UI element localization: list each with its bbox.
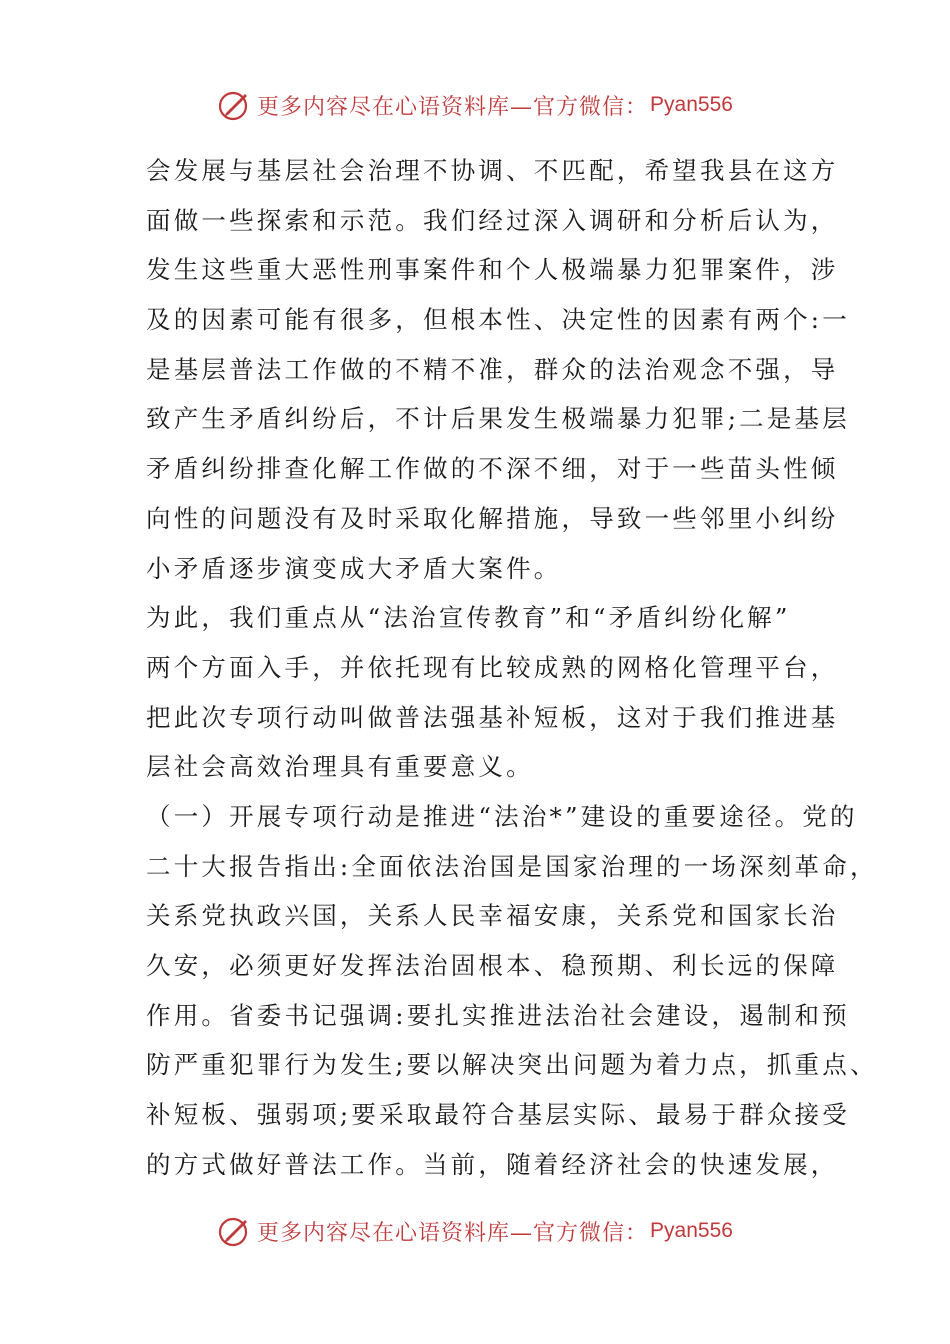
pen-logo-icon bbox=[217, 1213, 253, 1249]
text-line: 两个方面入手，并依托现有比较成熟的网格化管理平台， bbox=[146, 652, 839, 682]
text-line: 小矛盾逐步演变成大矛盾大案件。 bbox=[146, 553, 562, 583]
footer-banner-code: Pyan556 bbox=[650, 1219, 733, 1242]
text-line: 会发展与基层社会治理不协调、不匹配，希望我县在这方 bbox=[146, 156, 839, 185]
header-banner bbox=[0, 85, 950, 125]
text-line: 矛盾纠纷排查化解工作做的不深不细，对于一些苗头性倾 bbox=[146, 454, 839, 484]
text-line: （一）开展专项行动是推进“法治*”建设的重要途径。党的 bbox=[146, 801, 858, 831]
text-line: 发生这些重大恶性刑事案件和个人极端暴力犯罪案件，涉 bbox=[146, 255, 839, 285]
pen-logo-icon bbox=[217, 87, 253, 123]
text-line: 久安，必须更好发挥法治固根本、稳预期、利长远的保障 bbox=[146, 951, 839, 980]
footer-banner-text: 更多内容尽在心语资料库—官方微信： bbox=[257, 1220, 649, 1246]
text-line: 是基层普法工作做的不精不准，群众的法治观念不强，导 bbox=[146, 354, 839, 384]
text-line: 二十大报告指出:全面依法治国是国家治理的一场深刻革命， bbox=[146, 851, 878, 881]
text-line: 及的因素可能有很多，但根本性、决定性的因素有两个:一 bbox=[146, 305, 850, 335]
text-line: 的方式做好普法工作。当前，随着经济社会的快速发展， bbox=[146, 1149, 839, 1179]
text-line: 补短板、强弱项;要采取最符合基层实际、最易于群众接受 bbox=[146, 1100, 850, 1130]
text-line: 防严重犯罪行为发生;要以解决突出问题为着力点，抓重点、 bbox=[146, 1050, 878, 1080]
text-line: 把此次专项行动叫做普法强基补短板，这对于我们推进基 bbox=[146, 702, 839, 732]
text-line: 关系党执政兴国，关系人民幸福安康，关系党和国家长治 bbox=[146, 901, 839, 931]
footer-banner bbox=[0, 1211, 950, 1251]
header-banner-code: Pyan556 bbox=[650, 93, 733, 116]
text-line: 层社会高效治理具有重要意义。 bbox=[146, 752, 534, 782]
text-line: 面做一些探索和示范。我们经过深入调研和分析后认为， bbox=[146, 205, 839, 235]
document-body bbox=[146, 146, 878, 1189]
text-line: 为此，我们重点从“法治宣传教育”和“矛盾纠纷化解” bbox=[146, 603, 791, 633]
header-banner-text: 更多内容尽在心语资料库—官方微信： bbox=[257, 94, 649, 120]
text-line: 向性的问题没有及时采取化解措施，导致一些邻里小纠纷 bbox=[146, 503, 839, 533]
text-line: 致产生矛盾纠纷后，不计后果发生极端暴力犯罪;二是基层 bbox=[146, 404, 850, 434]
text-line: 作用。省委书记强调:要扎实推进法治社会建设，遏制和预 bbox=[146, 1000, 850, 1030]
